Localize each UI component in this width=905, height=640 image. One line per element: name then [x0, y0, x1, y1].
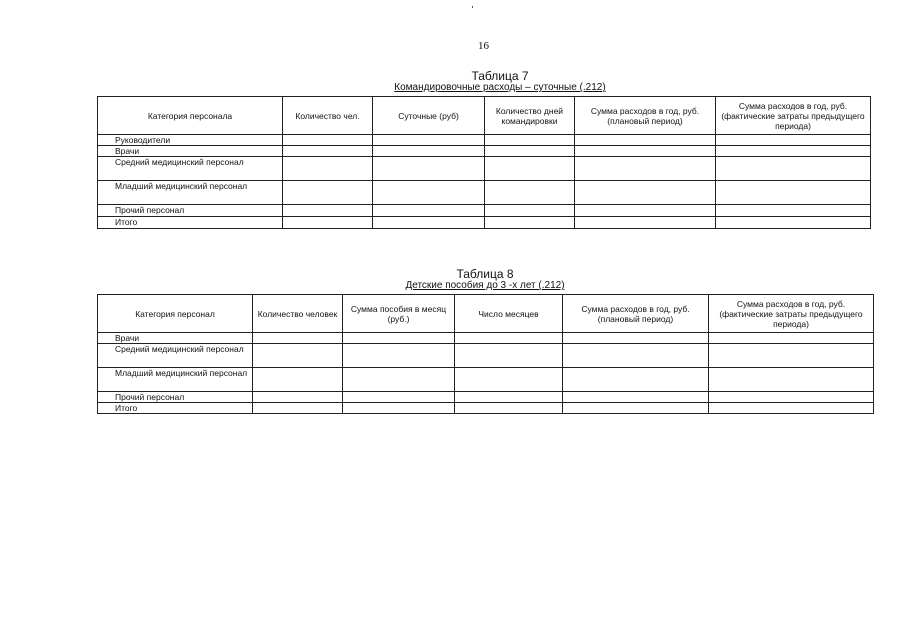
table8-header-months: Число месяцев: [455, 295, 563, 333]
table-cell: [485, 146, 575, 157]
table7-subtitle: Командировочные расходы – суточные (.212): [394, 82, 606, 93]
table7-header-per-diem: Суточные (руб): [373, 97, 485, 135]
table7-header-count: Количество чел.: [283, 97, 373, 135]
table8-title: Таблица 8: [456, 267, 514, 281]
table-cell: [709, 392, 874, 403]
table7-row-label: Младший медицинский персонал: [115, 181, 248, 191]
table-row: [98, 205, 871, 217]
table-cell: [373, 146, 485, 157]
table-cell: [283, 217, 373, 229]
table-cell: [373, 135, 485, 146]
table8-caption: [345, 269, 625, 291]
table-cell: [575, 146, 716, 157]
table-cell: [575, 217, 716, 229]
table-cell: [575, 135, 716, 146]
table-cell: [563, 368, 709, 392]
table8-header-monthly: Сумма пособия в месяц (руб.): [343, 295, 455, 333]
table-cell: [485, 181, 575, 205]
table-row: [98, 333, 874, 344]
table-cell: [575, 157, 716, 181]
table-row: [98, 157, 871, 181]
table-cell: [716, 146, 871, 157]
table7-row-label: Врачи: [115, 146, 140, 156]
table-cell: [485, 205, 575, 217]
table-cell: [709, 344, 874, 368]
table8-row-label: Младший медицинский персонал: [115, 368, 248, 378]
table-row: [98, 368, 874, 392]
table-row: [98, 181, 871, 205]
table-cell: [716, 217, 871, 229]
table-cell: [283, 157, 373, 181]
table-cell: [283, 146, 373, 157]
table8-header-count: Количество человек: [253, 295, 343, 333]
table8-header-category: Категория персонал: [98, 295, 253, 333]
table-cell: [709, 403, 874, 414]
table-cell: [455, 344, 563, 368]
table7: [97, 96, 871, 229]
table7-header-category: Категория персонала: [98, 97, 283, 135]
table-cell: [373, 217, 485, 229]
table8-header-planned: Сумма расходов в год, руб. (плановый период): [563, 295, 709, 333]
table8-row-label: Врачи: [115, 333, 140, 343]
table7-title: Таблица 7: [471, 69, 529, 83]
table-cell: [485, 135, 575, 146]
table8-row-label: Итого: [115, 403, 138, 413]
table-cell: [455, 392, 563, 403]
table-cell: [343, 333, 455, 344]
table-cell: [716, 181, 871, 205]
table-cell: [485, 157, 575, 181]
table8-row-label: Прочий персонал: [115, 392, 185, 402]
scan-speck: [472, 6, 473, 8]
table-cell: [253, 344, 343, 368]
table-cell: [485, 217, 575, 229]
table7-header-planned: Сумма расходов в год, руб. (плановый период): [575, 97, 716, 135]
page-number: 16: [478, 40, 489, 52]
table-row: [98, 135, 871, 146]
table7-row-label: Руководители: [115, 135, 171, 145]
table-cell: [563, 344, 709, 368]
table-row: [98, 217, 871, 229]
table7-header-days: Количество дней командировки: [485, 97, 575, 135]
table8-header-actual: Сумма расходов в год, руб. (фактические затраты предыдущего периода): [709, 295, 874, 333]
table-cell: [343, 368, 455, 392]
table-cell: [455, 333, 563, 344]
table-cell: [709, 333, 874, 344]
table-cell: [716, 157, 871, 181]
table-cell: [709, 368, 874, 392]
table-cell: [575, 181, 716, 205]
table-cell: [563, 403, 709, 414]
table7-row-label: Итого: [115, 217, 138, 227]
table-cell: [343, 403, 455, 414]
table7-row-label: Прочий персонал: [115, 205, 185, 215]
table-cell: [343, 344, 455, 368]
table-cell: [253, 403, 343, 414]
table-cell: [455, 403, 563, 414]
table-row: [98, 403, 874, 414]
table-cell: [253, 392, 343, 403]
table-cell: [373, 157, 485, 181]
table-cell: [283, 181, 373, 205]
table-cell: [343, 392, 455, 403]
table-row: [98, 146, 871, 157]
table-cell: [563, 392, 709, 403]
table8-row-label: Средний медицинский персонал: [115, 344, 244, 354]
table-cell: [253, 333, 343, 344]
table-row: [98, 344, 874, 368]
table-cell: [253, 368, 343, 392]
table-cell: [373, 205, 485, 217]
table8-subtitle: Детские пособия до 3 -х лет (.212): [405, 280, 565, 291]
table7-caption: [360, 71, 640, 93]
table7-row-label: Средний медицинский персонал: [115, 157, 244, 167]
table-cell: [716, 135, 871, 146]
table-cell: [716, 205, 871, 217]
table7-header-actual: Сумма расходов в год, руб. (фактические затраты предыдущего периода): [716, 97, 871, 135]
table-cell: [455, 368, 563, 392]
table-cell: [283, 135, 373, 146]
table-row: [98, 392, 874, 403]
table8: [97, 294, 874, 414]
table-cell: [373, 181, 485, 205]
table-cell: [563, 333, 709, 344]
table-cell: [575, 205, 716, 217]
table-cell: [283, 205, 373, 217]
